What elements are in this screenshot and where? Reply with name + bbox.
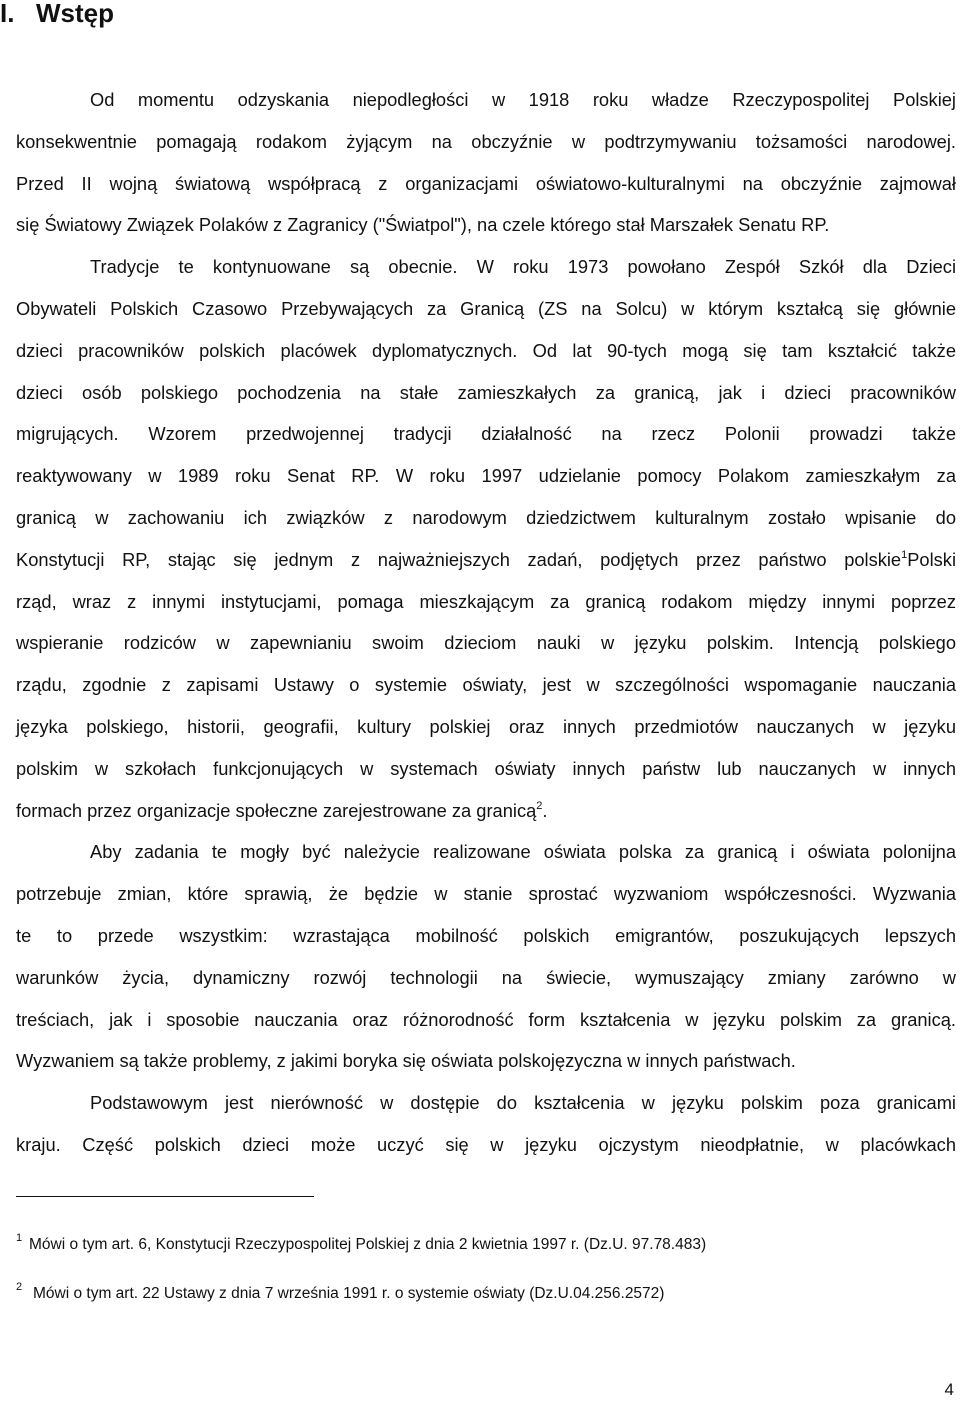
text-line: Podstawowym jest nierówność w dostępie do kształcenia w języku polskim poza granicami bbox=[90, 1092, 956, 1114]
text-line: warunków życia, dynamiczny rozwój technologii na świecie, wymuszający zmiany zarówno w bbox=[16, 966, 956, 988]
text-line: Tradycje te kontynuowane są obecnie. W roku 1973 powołano Zespół Szkół dla Dzieci bbox=[90, 256, 956, 278]
text-segment: Polski bbox=[907, 548, 956, 570]
text-line: Obywateli Polskich Czasowo Przebywających za Granicą (ZS na Solcu) w którym kształcą się głównie bbox=[16, 297, 956, 319]
section-title: Wstęp bbox=[36, 0, 114, 28]
footnote-text: Mówi o tym art. 22 Ustawy z dnia 7 września 1991 r. o systemie oświaty (Dz.U.04.256.2572) bbox=[33, 1285, 665, 1302]
footnote-1: 1 Mówi o tym art. 6, Konstytucji Rzeczypospolitej Polskiej z dnia 2 kwietnia 1997 r. (Dz.U. 97.78.483) bbox=[16, 1232, 707, 1253]
text-line: wspieranie rodziców w zapewnianiu swoim dzieciom nauki w języku polskim. Intencją polskiego bbox=[16, 632, 956, 654]
section-number: I. bbox=[0, 0, 15, 28]
text-line: te to przede wszystkim: wzrastająca mobilność polskich emigrantów, poszukujących lepszych bbox=[16, 924, 956, 946]
footnote-ref-1[interactable]: 1 bbox=[901, 548, 908, 561]
text-line: kraju. Część polskich dzieci może uczyć się w języku ojczystym nieodpłatnie, w placówkach bbox=[16, 1133, 956, 1155]
text-line: migrujących. Wzorem przedwojennej tradycji działalność na rzecz Polonii prowadzi także bbox=[16, 423, 956, 445]
text-line: treściach, jak i sposobie nauczania oraz różnorodność form kształcenia w języku polskim za granicą. bbox=[16, 1008, 956, 1030]
text-line: konsekwentnie pomagają rodakom żyjącym na obczyźnie w podtrzymywaniu tożsamości narodowej. bbox=[16, 130, 956, 152]
text-segment: Konstytucji RP, stając się jednym z najważniejszych zadań, podjętych przez państwo polskie bbox=[16, 548, 902, 570]
footnote-text: Mówi o tym art. 6, Konstytucji Rzeczypospolitej Polskiej z dnia 2 kwietnia 1997 r. (Dz.U. 97.78.483) bbox=[29, 1236, 707, 1253]
text-line: polskim w szkołach funkcjonujących w systemach oświaty innych państw lub nauczanych w innych bbox=[16, 757, 956, 779]
section-heading bbox=[0, 0, 114, 30]
text-line: Wyzwaniem są także problemy, z jakimi boryka się oświata polskojęzyczna w innych państwach. bbox=[16, 1050, 796, 1072]
footnote-separator bbox=[16, 1196, 314, 1197]
text-line: rząd, wraz z innymi instytucjami, pomaga mieszkającym za granicą rodakom między innymi poprzez bbox=[16, 590, 956, 612]
page-number: 4 bbox=[944, 1380, 954, 1399]
text-line: potrzebuje zmian, które sprawią, że będzie w stanie sprostać wyzwaniom współczesności. Wyzwania bbox=[16, 883, 956, 905]
footnote-ref-2[interactable]: 2 bbox=[536, 799, 543, 812]
body-text bbox=[16, 79, 956, 1166]
text-line: Przed II wojną światową współpracą z organizacjami oświatowo-kulturalnymi na obczyźnie zajmował bbox=[16, 172, 956, 194]
footnote-2: 2 Mówi o tym art. 22 Ustawy z dnia 7 września 1991 r. o systemie oświaty (Dz.U.04.256.2572) bbox=[16, 1281, 665, 1302]
text-segment: formach przez organizacje społeczne zarejestrowane za granicą bbox=[16, 799, 537, 821]
text-segment: . bbox=[542, 799, 548, 821]
text-line-with-footnote bbox=[16, 539, 956, 581]
text-line: dzieci osób polskiego pochodzenia na stałe zamieszkałych za granicą, jak i dzieci pracowników bbox=[16, 381, 956, 403]
text-line: Aby zadania te mogły być należycie realizowane oświata polska za granicą i oświata polonijna bbox=[90, 841, 956, 863]
text-line: reaktywowany w 1989 roku Senat RP. W roku 1997 udzielanie pomocy Polakom zamieszkałym za bbox=[16, 465, 956, 487]
text-line: się Światowy Związek Polaków z Zagranicy ("Światpol"), na czele którego stał Marszałek Senatu RP. bbox=[16, 214, 830, 236]
text-line: języka polskiego, historii, geografii, kultury polskiej oraz innych przedmiotów nauczanych w języku bbox=[16, 715, 956, 737]
text-line: Od momentu odzyskania niepodległości w 1918 roku władze Rzeczypospolitej Polskiej bbox=[90, 89, 956, 110]
text-line: rządu, zgodnie z zapisami Ustawy o systemie oświaty, jest w szczególności wspomaganie nauczania bbox=[16, 674, 956, 696]
text-line: granicą w zachowaniu ich związków z narodowym dziedzictwem kulturalnym zostało wpisanie do bbox=[16, 506, 956, 528]
text-line-with-footnote bbox=[16, 790, 956, 832]
text-line: dzieci pracowników polskich placówek dyplomatycznych. Od lat 90-tych mogą się tam kształcić także bbox=[16, 339, 956, 361]
